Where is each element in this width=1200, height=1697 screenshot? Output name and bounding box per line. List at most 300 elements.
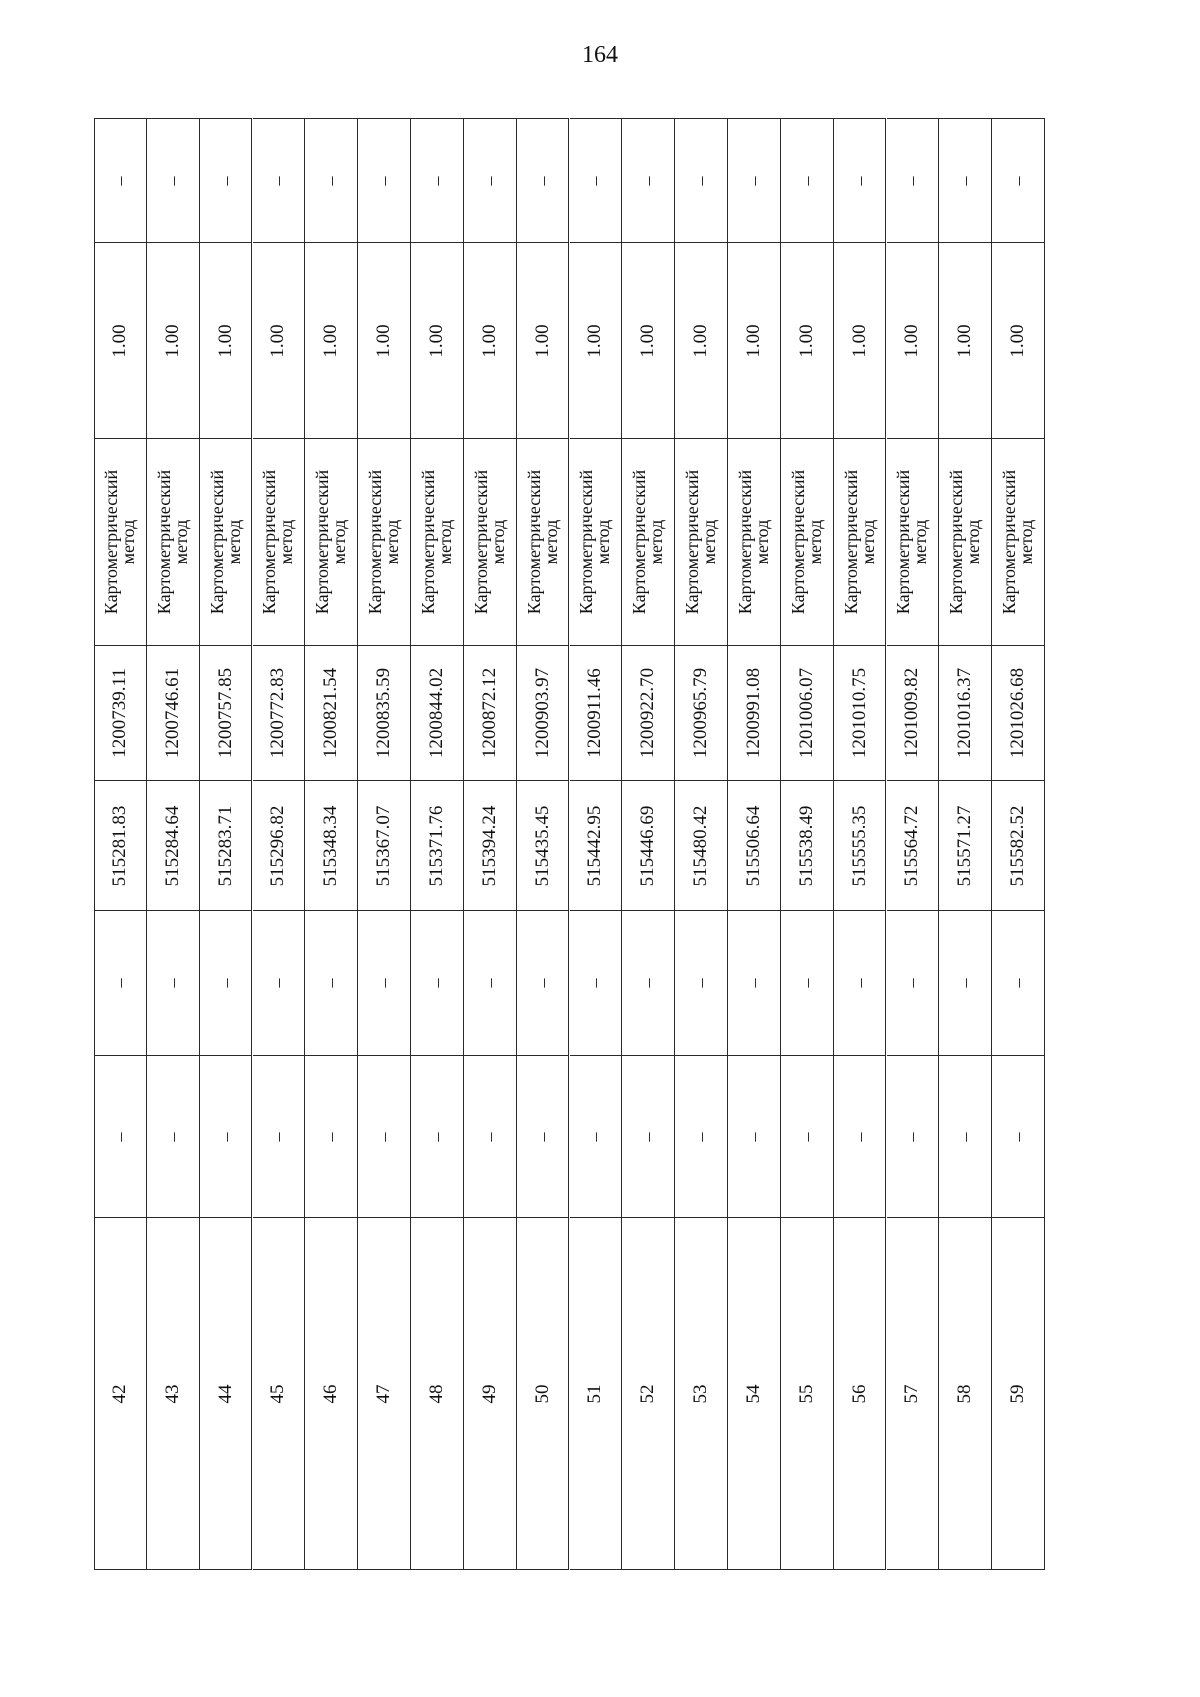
x-coordinate-cell [939, 780, 992, 910]
table-row [358, 118, 411, 1570]
empty-cell [992, 1055, 1045, 1217]
method-text [470, 469, 508, 615]
empty-cell-text: – [479, 1132, 500, 1141]
accuracy-cell-text: 1.00 [161, 323, 183, 358]
method-cell [253, 438, 306, 645]
y-coordinate-cell [411, 645, 464, 780]
empty-cell-text: – [691, 176, 712, 185]
empty-cell-text: – [585, 978, 606, 988]
accuracy-cell [94, 242, 147, 438]
point-number-cell-text: 52 [637, 1384, 659, 1403]
method-line-1: Картометрический [946, 469, 967, 615]
table-row [728, 118, 781, 1570]
y-coordinate-cell [517, 645, 570, 780]
empty-cell-text: – [162, 1132, 183, 1141]
method-line-2: метод [329, 519, 350, 565]
empty-cell [94, 118, 147, 242]
y-coordinate-cell [358, 645, 411, 780]
x-coordinate-cell-text: 515582.52 [1007, 805, 1029, 886]
empty-cell [834, 1055, 887, 1217]
method-text [895, 470, 929, 614]
x-coordinate-cell [992, 780, 1045, 910]
x-coordinate-cell [147, 780, 200, 910]
empty-cell [622, 118, 675, 242]
empty-cell-text: – [691, 978, 712, 988]
empty-cell-text: – [215, 978, 236, 988]
x-coordinate-cell-text: 515446.69 [637, 805, 659, 886]
accuracy-cell [305, 242, 358, 438]
x-coordinate-cell [464, 780, 517, 910]
empty-cell-text: – [1008, 1132, 1029, 1141]
empty-cell-text: – [268, 1132, 289, 1141]
y-coordinate-cell-text: 1200835.59 [373, 667, 395, 759]
method-line-1: Картометрический [153, 469, 174, 615]
method-cell [992, 438, 1045, 645]
accuracy-cell [200, 242, 253, 438]
empty-cell [200, 118, 253, 242]
empty-cell [411, 1055, 464, 1217]
point-number-cell-text: 58 [954, 1384, 976, 1403]
empty-cell-text: – [321, 176, 342, 185]
x-coordinate-cell [781, 780, 834, 910]
method-text [578, 470, 612, 614]
method-text [314, 470, 348, 614]
x-coordinate-cell [728, 780, 781, 910]
empty-cell [253, 118, 306, 242]
point-number-cell-text: 55 [795, 1384, 817, 1403]
point-number-cell-text: 53 [690, 1384, 712, 1403]
empty-cell [781, 910, 834, 1055]
empty-cell [622, 1055, 675, 1217]
empty-cell [570, 910, 623, 1055]
x-coordinate-cell [305, 780, 358, 910]
empty-cell [570, 1055, 623, 1217]
y-coordinate-cell [570, 645, 623, 780]
empty-cell-text: – [321, 978, 342, 988]
x-coordinate-cell [411, 780, 464, 910]
point-number-cell [94, 1217, 147, 1570]
point-number-cell [517, 1217, 570, 1570]
point-number-cell-text: 46 [320, 1384, 342, 1403]
empty-cell [675, 118, 728, 242]
point-number-cell-text: 50 [531, 1384, 553, 1403]
method-line-2: метод [910, 519, 931, 565]
point-number-cell [622, 1217, 675, 1570]
accuracy-cell [253, 242, 306, 438]
y-coordinate-cell [939, 645, 992, 780]
empty-cell [887, 910, 940, 1055]
point-number-cell-text: 54 [742, 1384, 764, 1403]
point-number-cell [147, 1217, 200, 1570]
y-coordinate-cell [94, 645, 147, 780]
method-text [1001, 470, 1035, 614]
point-number-cell [675, 1217, 728, 1570]
method-line-1: Картометрический [840, 469, 861, 615]
empty-cell [939, 910, 992, 1055]
empty-cell [570, 118, 623, 242]
empty-cell [781, 118, 834, 242]
empty-cell [834, 118, 887, 242]
x-coordinate-cell [94, 780, 147, 910]
method-line-1: Картометрический [259, 469, 280, 615]
x-coordinate-cell-text: 515284.64 [161, 805, 183, 886]
x-coordinate-cell [358, 780, 411, 910]
method-cell [939, 438, 992, 645]
accuracy-cell-text: 1.00 [795, 323, 817, 358]
y-coordinate-cell-text: 1200746.61 [161, 667, 183, 759]
method-text [367, 470, 401, 614]
empty-cell-text: – [374, 978, 395, 988]
point-number-cell-text: 51 [584, 1384, 606, 1403]
accuracy-cell [570, 242, 623, 438]
method-cell [200, 438, 253, 645]
y-coordinate-cell-text: 1200872.12 [478, 667, 500, 759]
x-coordinate-cell-text: 515348.34 [320, 805, 342, 886]
method-cell [781, 438, 834, 645]
method-cell [411, 438, 464, 645]
empty-cell-text: – [532, 978, 553, 988]
point-number-cell-text: 42 [109, 1384, 131, 1403]
empty-cell [517, 118, 570, 242]
method-text [261, 470, 295, 614]
y-coordinate-cell [781, 645, 834, 780]
empty-cell [834, 910, 887, 1055]
empty-cell [358, 910, 411, 1055]
method-text [734, 469, 772, 615]
empty-cell-text: – [638, 1132, 659, 1141]
method-text [840, 469, 878, 615]
method-line-2: метод [593, 519, 614, 565]
accuracy-cell [464, 242, 517, 438]
y-coordinate-cell-text: 1200991.08 [742, 667, 764, 759]
y-coordinate-cell-text: 1201016.37 [954, 667, 976, 759]
point-number-cell [200, 1217, 253, 1570]
empty-cell-text: – [374, 1132, 395, 1141]
empty-cell-text: – [796, 176, 817, 185]
empty-cell-text: – [215, 176, 236, 185]
point-number-cell [728, 1217, 781, 1570]
empty-cell-text: – [849, 1132, 870, 1141]
empty-cell [305, 1055, 358, 1217]
accuracy-cell [517, 242, 570, 438]
table-row [781, 118, 834, 1570]
method-line-1: Картометрический [312, 469, 333, 615]
point-number-cell-text: 45 [267, 1384, 289, 1403]
method-line-1: Картометрический [470, 469, 491, 615]
accuracy-cell-text: 1.00 [690, 323, 712, 358]
method-line-2: метод [646, 519, 667, 565]
accuracy-cell-text: 1.00 [425, 323, 447, 358]
point-number-cell-text: 43 [161, 1384, 183, 1403]
accuracy-cell-text: 1.00 [848, 323, 870, 358]
point-number-cell [305, 1217, 358, 1570]
accuracy-cell-text: 1.00 [742, 323, 764, 358]
method-line-1: Картометрический [206, 469, 227, 615]
empty-cell-text: – [215, 1132, 236, 1141]
x-coordinate-cell-text: 515480.42 [690, 805, 712, 886]
point-number-cell [939, 1217, 992, 1570]
method-line-1: Картометрический [999, 469, 1020, 615]
x-coordinate-cell [253, 780, 306, 910]
accuracy-cell [358, 242, 411, 438]
accuracy-cell-text: 1.00 [267, 323, 289, 358]
empty-cell [887, 1055, 940, 1217]
method-cell [464, 438, 517, 645]
empty-cell [781, 1055, 834, 1217]
empty-cell-text: – [585, 1132, 606, 1141]
x-coordinate-cell [887, 780, 940, 910]
method-text [103, 470, 137, 614]
method-cell [147, 438, 200, 645]
table-row [887, 118, 940, 1570]
y-coordinate-cell [622, 645, 675, 780]
method-line-1: Картометрический [734, 469, 755, 615]
x-coordinate-cell [622, 780, 675, 910]
method-line-2: метод [223, 519, 244, 565]
accuracy-cell-text: 1.00 [954, 323, 976, 358]
table-row [939, 118, 992, 1570]
empty-cell-text: – [532, 1132, 553, 1141]
empty-cell-text: – [638, 978, 659, 988]
method-cell [517, 438, 570, 645]
x-coordinate-cell [834, 780, 887, 910]
method-line-2: метод [804, 519, 825, 565]
empty-cell-text: – [162, 978, 183, 988]
accuracy-cell [147, 242, 200, 438]
empty-cell-text: – [321, 1132, 342, 1141]
empty-cell-text: – [426, 176, 447, 185]
table-row [147, 118, 200, 1570]
accuracy-cell [939, 242, 992, 438]
method-text [787, 469, 825, 615]
empty-cell-text: – [955, 1132, 976, 1141]
method-line-2: метод [382, 519, 403, 565]
table-row [464, 118, 517, 1570]
method-line-1: Картометрический [629, 469, 650, 615]
empty-cell-text: – [955, 176, 976, 185]
point-number-cell [992, 1217, 1045, 1570]
method-line-2: метод [276, 519, 297, 565]
y-coordinate-cell [728, 645, 781, 780]
y-coordinate-cell-text: 1200911.46 [584, 668, 606, 758]
x-coordinate-cell-text: 515371.76 [425, 805, 447, 886]
accuracy-cell [992, 242, 1045, 438]
y-coordinate-cell-text: 1200757.85 [214, 667, 236, 759]
empty-cell-text: – [532, 176, 553, 185]
empty-cell-text: – [110, 1132, 131, 1141]
empty-cell-text: – [110, 978, 131, 988]
x-coordinate-cell-text: 515555.35 [848, 805, 870, 886]
empty-cell-text: – [902, 1132, 923, 1141]
accuracy-cell [887, 242, 940, 438]
empty-cell-text: – [796, 1132, 817, 1141]
point-number-cell-text: 47 [373, 1384, 395, 1403]
method-line-1: Картометрический [682, 469, 703, 615]
method-line-2: метод [434, 519, 455, 565]
method-cell [675, 438, 728, 645]
x-coordinate-cell-text: 515283.71 [214, 805, 236, 886]
method-text [523, 469, 561, 615]
empty-cell [728, 1055, 781, 1217]
method-text [631, 470, 665, 614]
empty-cell [464, 118, 517, 242]
point-number-cell [464, 1217, 517, 1570]
point-number-cell [358, 1217, 411, 1570]
empty-cell [94, 1055, 147, 1217]
x-coordinate-cell [200, 780, 253, 910]
empty-cell [887, 118, 940, 242]
empty-cell [147, 118, 200, 242]
empty-cell [622, 910, 675, 1055]
empty-cell-text: – [479, 978, 500, 988]
method-line-2: метод [118, 519, 139, 565]
y-coordinate-cell [305, 645, 358, 780]
y-coordinate-cell-text: 1200922.70 [637, 667, 659, 759]
empty-cell [358, 118, 411, 242]
y-coordinate-cell-text: 1201009.82 [901, 667, 923, 759]
empty-cell-text: – [902, 176, 923, 185]
empty-cell-text: – [796, 978, 817, 988]
method-line-1: Картометрический [365, 469, 386, 615]
point-number-cell [781, 1217, 834, 1570]
empty-cell [464, 1055, 517, 1217]
method-line-1: Картометрический [576, 469, 597, 615]
y-coordinate-cell-text: 1201010.75 [848, 667, 870, 759]
x-coordinate-cell-text: 515296.82 [267, 805, 289, 886]
empty-cell [253, 1055, 306, 1217]
point-number-cell [411, 1217, 464, 1570]
empty-cell-text: – [955, 978, 976, 988]
point-number-cell-text: 44 [214, 1384, 236, 1403]
table-row [992, 118, 1045, 1570]
point-number-cell-text: 57 [901, 1384, 923, 1403]
empty-cell-text: – [849, 978, 870, 988]
table-row [675, 118, 728, 1570]
method-cell [358, 438, 411, 645]
page-number: 164 [582, 42, 618, 68]
y-coordinate-cell-text: 1200821.54 [320, 667, 342, 759]
table-row [834, 118, 887, 1570]
empty-cell-text: – [743, 176, 764, 185]
table-row [622, 118, 675, 1570]
point-number-cell-text: 56 [848, 1384, 870, 1403]
accuracy-cell-text: 1.00 [637, 323, 659, 358]
x-coordinate-cell-text: 515506.64 [742, 805, 764, 886]
empty-cell-text: – [374, 176, 395, 185]
empty-cell [358, 1055, 411, 1217]
method-line-1: Картометрический [417, 469, 438, 615]
empty-cell [200, 910, 253, 1055]
accuracy-cell [781, 242, 834, 438]
x-coordinate-cell [570, 780, 623, 910]
empty-cell [675, 910, 728, 1055]
empty-cell [464, 910, 517, 1055]
method-line-1: Картометрический [523, 469, 544, 615]
empty-cell-text: – [110, 176, 131, 185]
table-row [305, 118, 358, 1570]
method-line-1: Картометрический [893, 469, 914, 615]
method-cell [570, 438, 623, 645]
method-cell [834, 438, 887, 645]
accuracy-cell-text: 1.00 [901, 323, 923, 358]
x-coordinate-cell-text: 515442.95 [584, 805, 606, 886]
method-line-2: метод [751, 519, 772, 565]
y-coordinate-cell [200, 645, 253, 780]
x-coordinate-cell-text: 515367.07 [373, 805, 395, 886]
empty-cell-text: – [268, 978, 289, 988]
empty-cell-text: – [849, 176, 870, 185]
method-line-2: метод [857, 519, 878, 565]
empty-cell-text: – [479, 176, 500, 185]
empty-cell [517, 910, 570, 1055]
y-coordinate-cell [834, 645, 887, 780]
point-number-cell-text: 59 [1007, 1384, 1029, 1403]
empty-cell-text: – [162, 176, 183, 185]
method-line-1: Картометрический [101, 469, 122, 615]
y-coordinate-cell-text: 1201026.68 [1007, 667, 1029, 759]
empty-cell [147, 910, 200, 1055]
y-coordinate-cell [887, 645, 940, 780]
x-coordinate-cell-text: 515538.49 [795, 805, 817, 886]
accuracy-cell-text: 1.00 [373, 323, 395, 358]
empty-cell [675, 1055, 728, 1217]
table-row [200, 118, 253, 1570]
empty-cell-text: – [426, 978, 447, 988]
point-number-cell [570, 1217, 623, 1570]
method-line-2: метод [699, 519, 720, 565]
x-coordinate-cell [517, 780, 570, 910]
empty-cell [939, 1055, 992, 1217]
empty-cell [305, 910, 358, 1055]
x-coordinate-cell-text: 515394.24 [478, 805, 500, 886]
accuracy-cell [622, 242, 675, 438]
x-coordinate-cell-text: 515564.72 [901, 805, 923, 886]
empty-cell [992, 118, 1045, 242]
method-text [153, 469, 191, 615]
empty-cell [94, 910, 147, 1055]
empty-cell-text: – [426, 1132, 447, 1141]
accuracy-cell-text: 1.00 [109, 323, 131, 358]
method-cell [622, 438, 675, 645]
method-text [948, 470, 982, 614]
y-coordinate-cell [675, 645, 728, 780]
table-row [94, 118, 147, 1570]
empty-cell-text: – [1008, 176, 1029, 185]
empty-cell [305, 118, 358, 242]
accuracy-cell-text: 1.00 [214, 323, 236, 358]
y-coordinate-cell [147, 645, 200, 780]
empty-cell [411, 910, 464, 1055]
empty-cell [200, 1055, 253, 1217]
method-line-1: Картометрический [787, 469, 808, 615]
method-line-2: метод [540, 519, 561, 565]
y-coordinate-cell-text: 1200772.83 [267, 667, 289, 759]
table-row [517, 118, 570, 1570]
x-coordinate-cell [675, 780, 728, 910]
empty-cell-text: – [268, 176, 289, 185]
method-cell [728, 438, 781, 645]
method-line-2: метод [170, 519, 191, 565]
empty-cell-text: – [691, 1132, 712, 1141]
empty-cell-text: – [743, 1132, 764, 1141]
empty-cell [728, 910, 781, 1055]
accuracy-cell [834, 242, 887, 438]
accuracy-cell-text: 1.00 [1007, 323, 1029, 358]
y-coordinate-cell-text: 1200965.79 [690, 667, 712, 759]
empty-cell [728, 118, 781, 242]
accuracy-cell [728, 242, 781, 438]
accuracy-cell [675, 242, 728, 438]
